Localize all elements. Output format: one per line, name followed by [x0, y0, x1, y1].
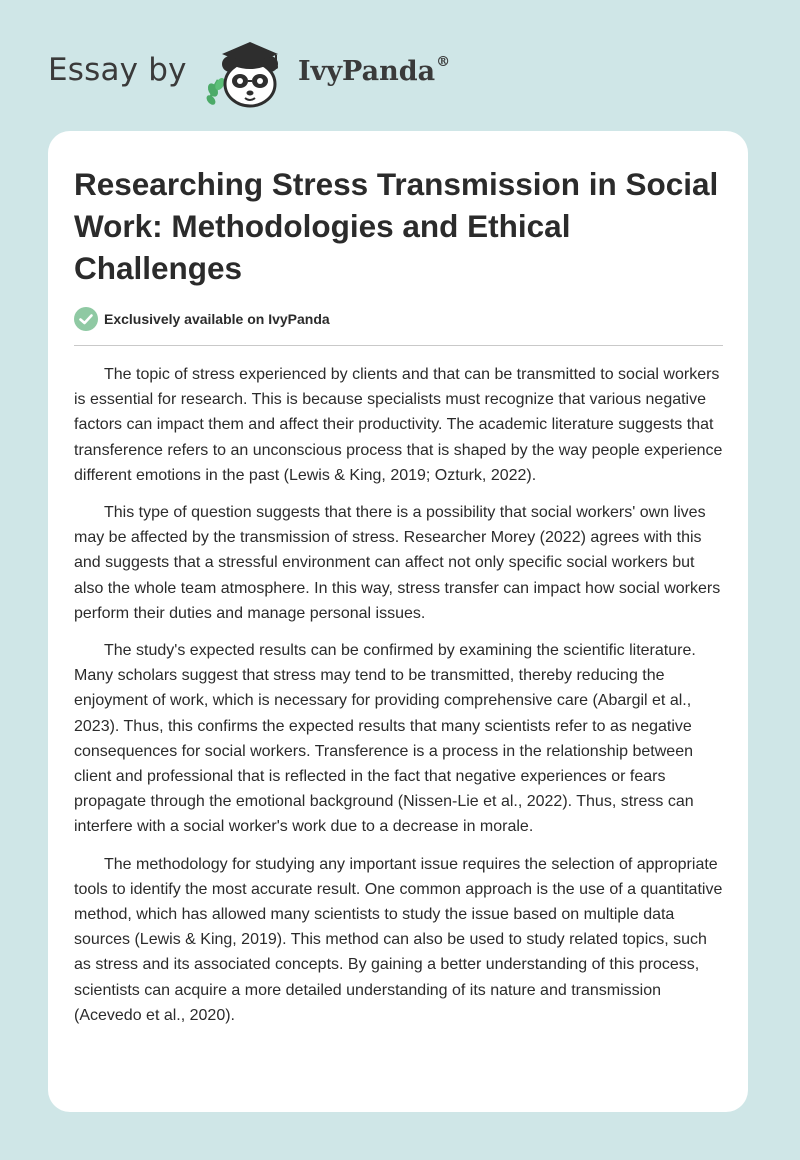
essay-by-label: Essay by [48, 52, 187, 88]
exclusive-badge [74, 306, 330, 332]
essay-title: Researching Stress Transmission in Social Work: Methodologies and Ethical Challenges [74, 166, 719, 286]
panda-graduate-logo-icon[interactable] [202, 36, 294, 110]
essay-body [74, 362, 726, 1040]
registered-mark: ® [436, 54, 451, 70]
body-paragraph: The topic of stress experienced by clients and that can be transmitted to social workers is essential for research. This is because specialists must recognize that various negative factors can impact them and affect their productivity. The academic literature suggests that transference refers to an unconscious process that is shaped by the way people experience different emotions in the past (Lewis & King, 2019; Ozturk, 2022). [74, 366, 723, 484]
site-header [48, 34, 508, 110]
body-paragraph: This type of question suggests that there is a possibility that social workers' own lives may be affected by the transmission of stress. Researcher Morey (2022) agrees with this and suggests that a stressful environment can affect not only specific social workers but also the whole team atmosphere. In this way, stress transfer can impact how social workers perform their duties and manage personal issues. [74, 504, 721, 622]
check-circle-icon [74, 307, 98, 331]
body-paragraph: The methodology for studying any important issue requires the selection of appropriate tools to identify the most accurate result. One common approach is the use of a quantitative method, which has allowed many scientists to study the issue based on multiple data sources (Lewis & King, 2019). This method can also be used to study related topics, such as stress and its associated concepts. By gaining a better understanding of this process, scientists can acquire a more detailed understanding of its nature and transmission (Acevedo et al., 2020). [74, 855, 723, 1024]
essay-card [48, 131, 748, 1112]
brand-name[interactable]: IvyPanda® [298, 54, 451, 87]
divider [74, 345, 723, 346]
body-paragraph: The study's expected results can be confirmed by examining the scientific literature. Many scholars suggest that stress may tend to be transmitted, thereby reducing the enjoyment of work, which is necessary for providing comprehensive care (Abargil et al., 2023). Thus, this confirms the expected results that many scientists refer to as negative consequences for social workers. Transference is a process in the relationship between client and professional that is reflected in the fact that negative experiences or fears propagate through the emotional background (Nissen-Lie et al., 2022). Thus, stress can interfere with a social worker's work due to a decrease in morale. [74, 642, 696, 836]
exclusive-label: Exclusively available on IvyPanda [104, 311, 330, 327]
